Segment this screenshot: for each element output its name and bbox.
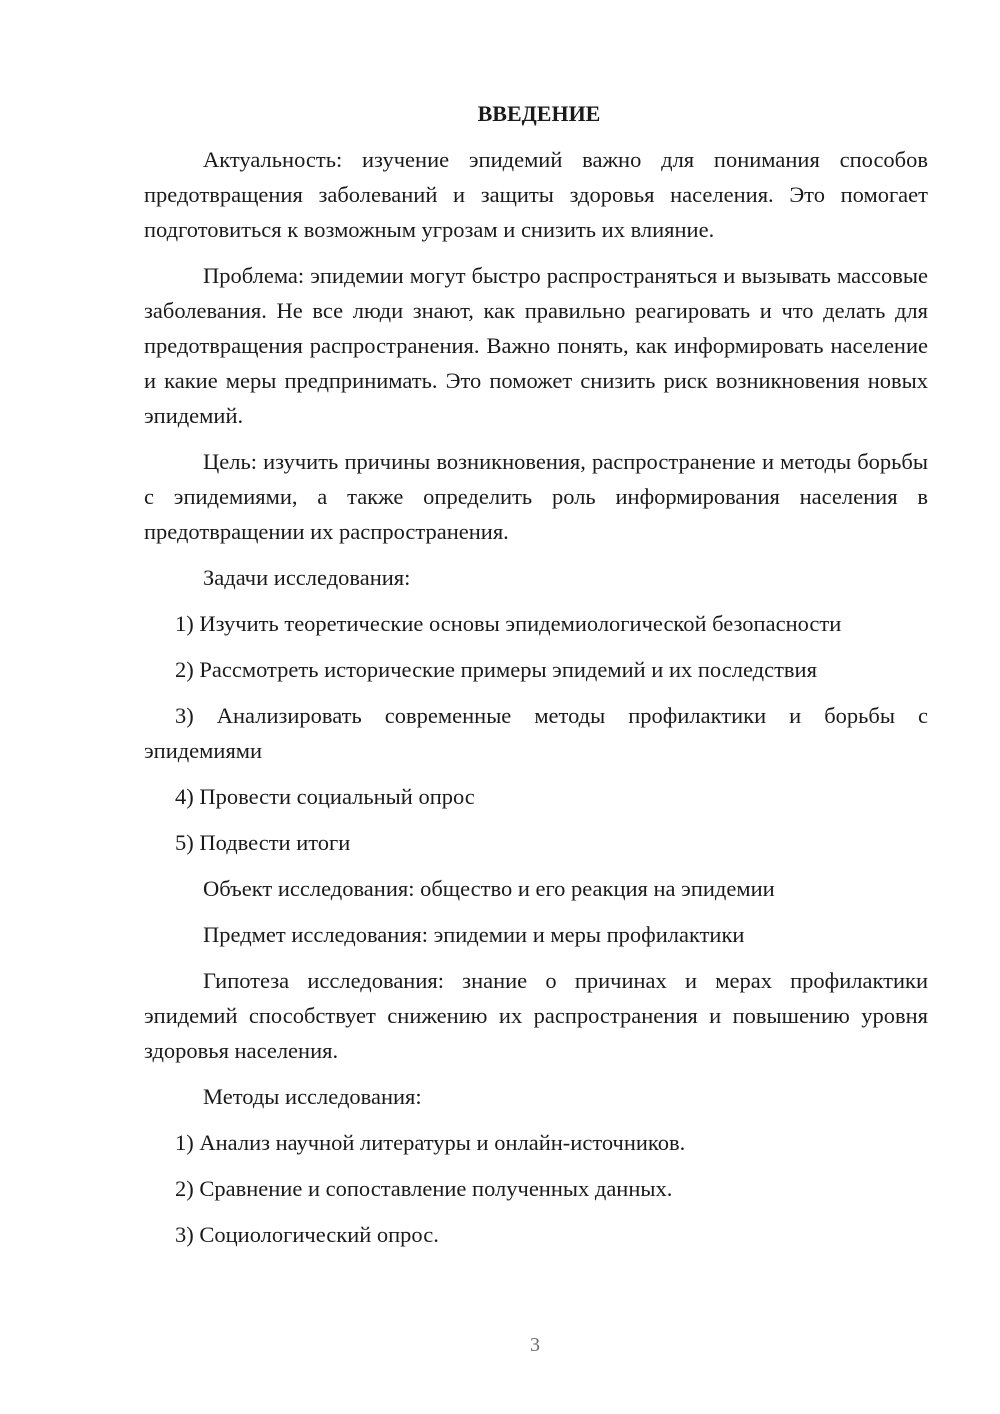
hypothesis-paragraph: Гипотеза исследования: знание о причинах и мерах профилактики эпидемий способствует снижению их распространения и повышению уровня здоровья населения. bbox=[144, 968, 928, 1063]
document-body bbox=[144, 96, 928, 1263]
object-paragraph: Объект исследования: общество и его реакция на эпидемии bbox=[203, 876, 775, 901]
task-item: 2) Рассмотреть исторические примеры эпидемий и их последствия bbox=[175, 657, 817, 682]
relevance-paragraph: Актуальность: изучение эпидемий важно для понимания способов предотвращения заболеваний и защиты здоровья населения. Это помогает подготовиться к возможным угрозам и снизить их влияние. bbox=[144, 147, 928, 242]
tasks-list bbox=[144, 606, 928, 860]
subject-paragraph: Предмет исследования: эпидемии и меры профилактики bbox=[203, 922, 745, 947]
goal-paragraph: Цель: изучить причины возникновения, распространение и методы борьбы с эпидемиями, а также определить роль информирования населения в предотвращении их распространения. bbox=[144, 449, 928, 544]
methods-list bbox=[144, 1125, 928, 1252]
task-item: 1) Изучить теоретические основы эпидемиологической безопасности bbox=[175, 611, 842, 636]
method-item: 1) Анализ научной литературы и онлайн-источников. bbox=[175, 1130, 686, 1155]
tasks-title: Задачи исследования: bbox=[203, 565, 411, 590]
problem-paragraph: Проблема: эпидемии могут быстро распространяться и вызывать массовые заболевания. Не все люди знают, как правильно реагировать и что делать для предотвращения распространения. Важно понять, как информировать население и какие меры предпринимать. Это поможет снизить риск возникновения новых эпидемий. bbox=[144, 263, 928, 428]
task-item: 3) Анализировать современные методы профилактики и борьбы с эпидемиями bbox=[144, 703, 928, 763]
method-item: 2) Сравнение и сопоставление полученных данных. bbox=[175, 1176, 673, 1201]
task-item: 5) Подвести итоги bbox=[175, 830, 351, 855]
task-item: 4) Провести социальный опрос bbox=[175, 784, 475, 809]
page-number: 3 bbox=[530, 1334, 540, 1356]
section-heading: ВВЕДЕНИЕ bbox=[477, 101, 601, 126]
methods-title: Методы исследования: bbox=[203, 1084, 422, 1109]
method-item: 3) Социологический опрос. bbox=[175, 1222, 439, 1247]
